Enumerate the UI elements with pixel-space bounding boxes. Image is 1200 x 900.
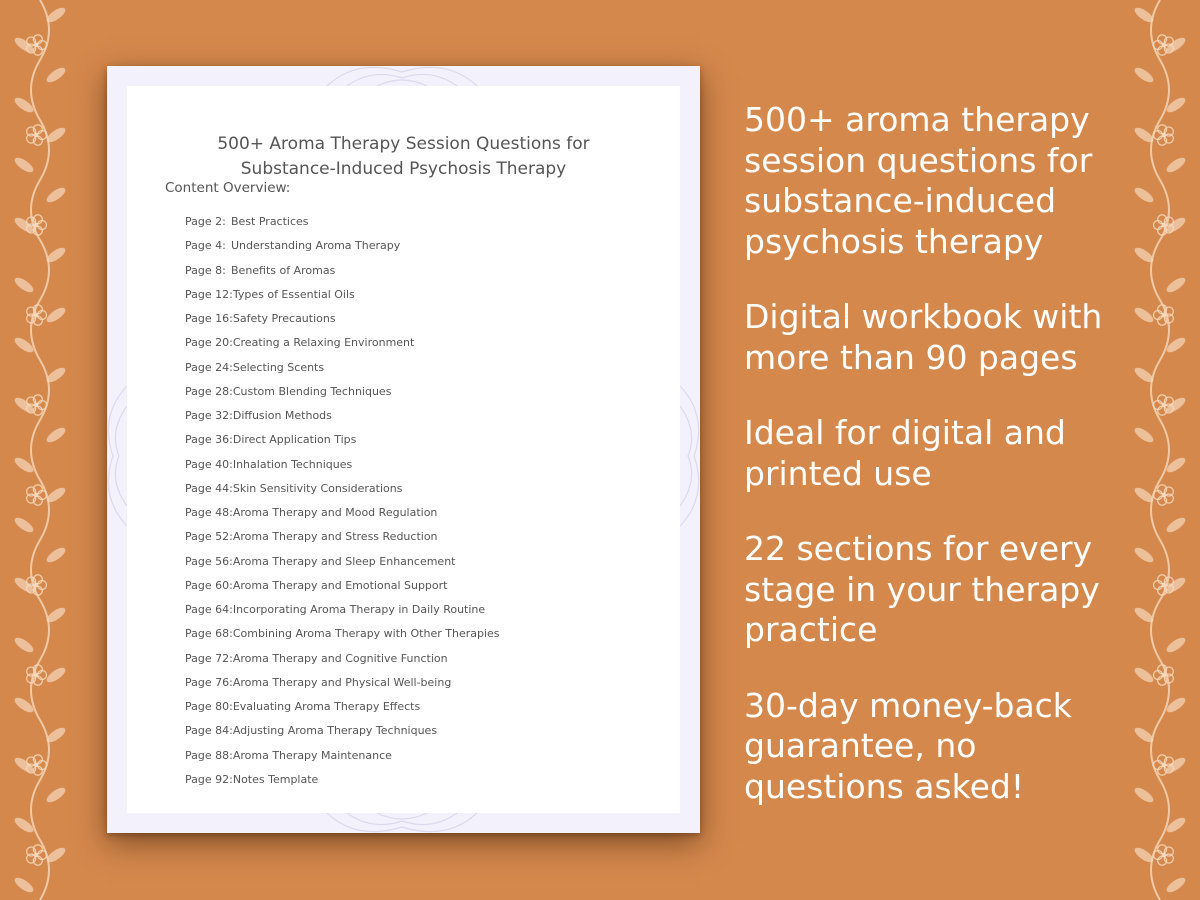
toc-section-title: Combining Aroma Therapy with Other Therapies xyxy=(232,627,500,641)
vine-leaf xyxy=(12,395,35,415)
toc-page-number: Page 48: xyxy=(185,506,233,519)
toc-entry xyxy=(185,453,500,477)
vine-leaf xyxy=(1132,365,1155,385)
flower-center xyxy=(1162,223,1166,227)
workbook-page-preview xyxy=(107,66,700,833)
toc-section-title: Types of Essential Oils xyxy=(232,287,355,301)
toc-page-number: Page 72: xyxy=(185,651,233,665)
vine-leaf xyxy=(1132,485,1155,505)
toc-page-number: Page 8: xyxy=(185,263,226,277)
vine-leaf xyxy=(44,605,67,625)
flower-center xyxy=(1162,43,1166,47)
vine-leaf xyxy=(12,35,35,55)
vine-leaf xyxy=(1132,125,1155,145)
toc-entry xyxy=(185,695,500,719)
toc-section-title: Custom Blending Techniques xyxy=(232,384,392,398)
table-of-contents xyxy=(185,210,500,792)
flower-center xyxy=(34,583,38,587)
vine-leaf xyxy=(1164,635,1187,655)
toc-page-number: Page 68: xyxy=(185,627,233,641)
toc-page-number: Page 64: xyxy=(185,603,233,616)
flower-center xyxy=(34,493,38,497)
toc-section-title: Inhalation Techniques xyxy=(232,457,353,471)
vine-leaf xyxy=(44,845,67,865)
vine-leaf xyxy=(12,755,35,775)
vine-leaf xyxy=(44,425,67,445)
vine-leaf xyxy=(1132,305,1155,325)
flower-center xyxy=(1162,853,1166,857)
vine-leaf xyxy=(12,275,35,295)
workbook-page-content xyxy=(127,86,680,813)
toc-section-title: Evaluating Aroma Therapy Effects xyxy=(232,700,421,713)
vine-leaf xyxy=(12,875,35,895)
toc-page-number: Page 4: xyxy=(185,239,226,253)
toc-section-title: Skin Sensitivity Considerations xyxy=(232,481,403,495)
toc-section-title: Direct Application Tips xyxy=(232,433,357,447)
toc-entry xyxy=(185,477,500,501)
flower-center xyxy=(1162,313,1166,317)
vine-leaf xyxy=(1164,515,1187,535)
toc-section-title: Aroma Therapy Maintenance xyxy=(232,748,392,762)
vine-leaf xyxy=(44,245,67,265)
mandala-bottom-ornament xyxy=(317,813,487,833)
flower-center xyxy=(34,223,38,227)
vine-leaf xyxy=(1164,395,1187,415)
toc-section-title: Selecting Scents xyxy=(232,360,325,374)
flower-center xyxy=(1162,673,1166,677)
toc-section-title: Incorporating Aroma Therapy in Daily Routine xyxy=(232,603,486,616)
toc-entry xyxy=(185,234,500,258)
toc-entry xyxy=(185,525,500,549)
toc-section-title: Aroma Therapy and Stress Reduction xyxy=(232,530,438,544)
vine-leaf xyxy=(44,785,67,805)
flower-center xyxy=(34,133,38,137)
toc-section-title: Aroma Therapy and Mood Regulation xyxy=(232,506,438,519)
vine-leaf xyxy=(1132,725,1155,745)
floral-vine-left-decoration xyxy=(0,0,80,900)
toc-page-number: Page 76: xyxy=(185,675,233,689)
flower-center xyxy=(34,403,38,407)
mandala-left-ornament xyxy=(107,376,127,536)
toc-page-number: Page 20: xyxy=(185,336,233,350)
vine-leaf xyxy=(1164,35,1187,55)
toc-entry xyxy=(185,283,500,307)
toc-entry xyxy=(185,550,500,574)
vine-leaf xyxy=(1132,665,1155,685)
toc-section-title: Aroma Therapy and Cognitive Function xyxy=(232,651,448,665)
toc-page-number: Page 88: xyxy=(185,748,233,762)
vine-leaf xyxy=(44,5,67,25)
vine-leaf xyxy=(44,65,67,85)
toc-entry xyxy=(185,574,500,598)
feature-list xyxy=(744,100,1104,842)
vine-leaf xyxy=(44,365,67,385)
vine-leaf xyxy=(1132,5,1155,25)
toc-page-number: Page 80: xyxy=(185,700,233,713)
toc-section-title: Notes Template xyxy=(232,772,319,786)
flower-center xyxy=(1162,493,1166,497)
flower-center xyxy=(1162,403,1166,407)
feature-item: 500+ aroma therapy session questions for substance-induced psychosis therapy xyxy=(744,100,1093,261)
toc-entry xyxy=(185,622,500,646)
vine-leaf xyxy=(44,665,67,685)
toc-entry xyxy=(185,501,500,525)
toc-page-number: Page 24: xyxy=(185,360,233,374)
toc-entry xyxy=(185,356,500,380)
vine-leaf xyxy=(1164,875,1187,895)
toc-page-number: Page 92: xyxy=(185,772,233,786)
toc-section-title: Creating a Relaxing Environment xyxy=(232,336,415,350)
toc-page-number: Page 56: xyxy=(185,554,233,568)
toc-entry xyxy=(185,210,500,234)
toc-page-number: Page 32: xyxy=(185,409,233,422)
vine-leaf xyxy=(44,725,67,745)
document-title-line-2: Substance-Induced Psychosis Therapy xyxy=(240,159,567,179)
vine-leaf xyxy=(44,485,67,505)
mandala-right-ornament xyxy=(680,376,700,536)
toc-entry xyxy=(185,598,500,622)
vine-leaf xyxy=(1132,545,1155,565)
mandala-top-ornament xyxy=(317,66,487,86)
toc-entry xyxy=(185,307,500,331)
flower-center xyxy=(1162,583,1166,587)
vine-leaf xyxy=(44,545,67,565)
vine-leaf xyxy=(44,305,67,325)
toc-entry xyxy=(185,380,500,404)
flower-center xyxy=(1162,133,1166,137)
flower-center xyxy=(34,313,38,317)
vine-leaf xyxy=(12,635,35,655)
toc-section-title: Aroma Therapy and Physical Well-being xyxy=(232,675,452,689)
content-overview-label: Content Overview: xyxy=(165,180,291,196)
toc-section-title: Best Practices xyxy=(231,215,309,228)
flower-center xyxy=(34,763,38,767)
toc-entry xyxy=(185,719,500,743)
vine-leaf xyxy=(1132,785,1155,805)
toc-page-number: Page 44: xyxy=(185,481,233,495)
toc-section-title: Adjusting Aroma Therapy Techniques xyxy=(232,724,438,738)
feature-item: Digital workbook with more than 90 pages xyxy=(744,297,1103,377)
toc-entry xyxy=(185,671,500,695)
toc-page-number: Page 2: xyxy=(185,215,226,228)
toc-page-number: Page 28: xyxy=(185,384,233,398)
vine-leaf xyxy=(1164,275,1187,295)
vine-leaf xyxy=(1132,845,1155,865)
vine-leaf xyxy=(12,155,35,175)
vine-leaf xyxy=(44,125,67,145)
toc-section-title: Diffusion Methods xyxy=(232,409,332,422)
vine-leaf xyxy=(44,185,67,205)
toc-entry xyxy=(185,259,500,283)
toc-section-title: Aroma Therapy and Emotional Support xyxy=(232,578,448,592)
toc-page-number: Page 84: xyxy=(185,724,233,738)
toc-page-number: Page 16: xyxy=(185,312,233,325)
vine-leaf xyxy=(1164,755,1187,775)
flower-center xyxy=(34,43,38,47)
flower-center xyxy=(1162,763,1166,767)
toc-page-number: Page 60: xyxy=(185,578,233,592)
toc-section-title: Benefits of Aromas xyxy=(231,263,336,277)
toc-entry xyxy=(185,404,500,428)
vine-leaf xyxy=(12,515,35,535)
vine-leaf xyxy=(1132,425,1155,445)
toc-page-number: Page 36: xyxy=(185,433,233,447)
vine-leaf xyxy=(1132,65,1155,85)
toc-entry xyxy=(185,428,500,452)
toc-page-number: Page 40: xyxy=(185,457,233,471)
floral-vine-right-decoration xyxy=(1120,0,1200,900)
toc-entry xyxy=(185,768,500,792)
toc-page-number: Page 12: xyxy=(185,287,233,301)
flower-center xyxy=(34,853,38,857)
feature-item: 22 sections for every stage in your therapy practice xyxy=(744,529,1100,649)
toc-entry xyxy=(185,331,500,355)
document-title-line-1: 500+ Aroma Therapy Session Questions for xyxy=(217,134,590,154)
vine-leaf xyxy=(1132,605,1155,625)
feature-item: 30-day money-back guarantee, no questions asked! xyxy=(744,685,1072,806)
toc-section-title: Safety Precautions xyxy=(232,312,336,325)
feature-item: Ideal for digital and printed use xyxy=(744,413,1066,493)
vine-leaf xyxy=(1132,185,1155,205)
vine-leaf xyxy=(1164,155,1187,175)
flower-center xyxy=(34,673,38,677)
toc-entry xyxy=(185,647,500,671)
toc-page-number: Page 52: xyxy=(185,530,233,544)
vine-leaf xyxy=(1132,245,1155,265)
toc-section-title: Aroma Therapy and Sleep Enhancement xyxy=(232,554,456,568)
document-title xyxy=(127,132,680,182)
toc-entry xyxy=(185,744,500,768)
toc-section-title: Understanding Aroma Therapy xyxy=(231,239,401,253)
